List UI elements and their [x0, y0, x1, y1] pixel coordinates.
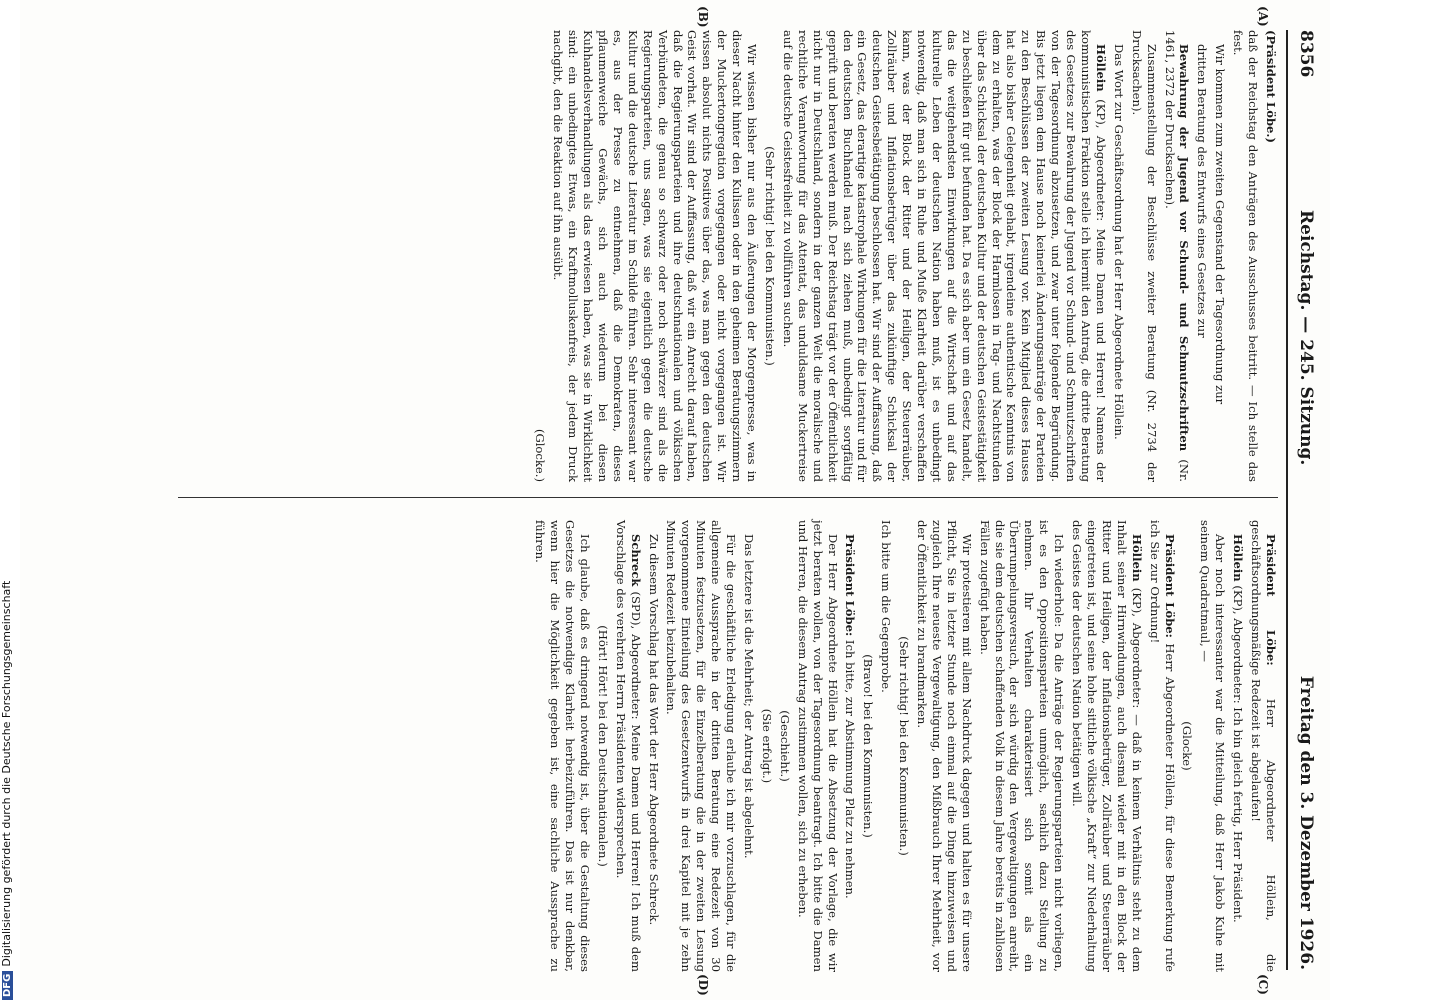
paragraph-text: Das letztere ist die Mehrheit; der Antrag ist abgelehnt. — [742, 534, 756, 859]
paragraph — [646, 520, 661, 972]
paragraph — [777, 520, 792, 972]
paragraph-text: Ich bitte, zur Abstimmung Platz zu nehmen. — [843, 639, 858, 899]
paragraph — [860, 520, 875, 972]
paragraph — [533, 30, 548, 482]
paragraph — [595, 520, 610, 972]
paragraph-text: Ich wiederhole: Da die Anträge der Regierungsparteien nicht vorliegen, ist es den Oppositionsparteien unmöglich, sachlich dazu Stellung zu nehmen. Ihr Verhalten charakterisiert sich somit als ein Überrumpelungsversuch, der sich würdig den Vergewaltigungen anreiht, die sie dem deutschen schaffenden Volk in diesem Jahre bereits in zahllosen Fällen zugefügt haben. — [977, 520, 1067, 972]
paragraph — [780, 30, 1108, 482]
paragraph — [878, 520, 893, 972]
paragraph — [759, 520, 774, 972]
column-divider — [178, 497, 1278, 498]
header-session: Reichstag. — 245. Sitzung. — [1296, 210, 1316, 466]
speaker-name: Präsident Löbe: — [843, 534, 858, 637]
paragraph-text: Herr Abgeordneter Höllein, für diese Bemerkung rufe ich Sie zur Ordnung! — [1147, 520, 1177, 972]
paragraph — [1147, 520, 1177, 972]
paragraph-text: (Glocke) — [1180, 721, 1195, 771]
paragraph — [1069, 520, 1144, 972]
digitization-credit — [0, 0, 16, 1000]
paragraph-text: (SPD), Abgeordneter: Meine Damen und Herren! Ich muß dem Vorschlage des verehrten Herrn Präsidenten widersprechen. — [613, 520, 643, 973]
paragraph-text: daß der Reichstag den Anträgen des Ausschusses beitritt. — Ich stelle das fest. — [1231, 30, 1261, 482]
paragraph — [1111, 30, 1126, 482]
paragraph-text: Ich glaube, daß es dringend notwendig ist, über die Gestaltung dieses Gesetzes die notwendige Klarheit herbeizuführen. Das ist nur denkbar, wenn hier die Möglichkeit gegeben ist, eine sachliche Aussprache zu führen. — [533, 520, 592, 972]
speaker-name: Höllein — [1231, 534, 1246, 582]
paragraph — [1230, 520, 1245, 972]
dfg-logo: DFG — [2, 971, 13, 1000]
speaker-name: Höllein — [1129, 534, 1144, 582]
paragraph — [843, 520, 858, 972]
paragraph — [1263, 30, 1278, 482]
paragraph — [550, 30, 759, 482]
margin-mark-d: (D) — [696, 974, 710, 996]
paragraph-text: Zusammenstellung der Beschlüsse zweiter Beratung (Nr. 2734 der Drucksachen). — [1129, 30, 1159, 482]
paragraph — [795, 520, 840, 972]
paragraph-text: Wir wissen bisher nur aus den Äußerungen der Morgenpresse, was in dieser Nacht hinter den Kulissen oder in den geheimen Beratungszimmern der Muckertongregation vorgegangen oder nicht vorgegangen ist. Wir wissen absolut nichts Positives über das, was man gegen den deutschen Geist vorhat. Wir sind der Auffassung, daß wir ein Anrecht darauf haben, daß die Regierungsparteien und ihre deutschnationalen und völkischen Verbündeten, die genau so schwarz oder noch schwärzer sind als die Regierungsparteien, uns sagen, was sie eigentlich gegen die deutsche Kultur und die deutsche Literatur im Schilde führen. Sehr interessant war es, aus der Presse zu entnehmen, daß die Demokraten, dieses pflaumenweiche Gewächs, sich auch wiederum bei diesen Kuhhandelsverhandlungen als das erwiesen haben, was sie in Wirklichkeit sind: ein unbedingtes Etwas, ein Kraftmolluskenfreis, der jedem Druck nachgibt, den die Reaktion auf ihn ausübt. — [551, 30, 760, 482]
paragraph — [741, 520, 756, 972]
margin-mark-a: (A) — [1256, 6, 1270, 27]
paragraph — [1180, 520, 1195, 972]
speaker-name: Höllein — [1093, 44, 1108, 92]
speaker-name: Präsident Löbe: — [1264, 534, 1278, 666]
left-text-column — [530, 30, 1279, 482]
paragraph — [613, 520, 643, 972]
paragraph — [896, 520, 911, 972]
paragraph — [1194, 30, 1209, 482]
paragraph-text: (Hört! Hört! bei den Deutschnationalen.) — [595, 625, 610, 867]
speaker-name: (Präsident Löbe.) — [1264, 30, 1278, 143]
paragraph — [664, 520, 739, 972]
paragraph-text: (Nr. 1461, 2372 der Drucksachen). — [1162, 30, 1192, 482]
paragraph — [1162, 30, 1192, 482]
margin-mark-c: (C) — [1256, 974, 1270, 995]
paragraph-text: (KP), Abgeordneter: Ich bin gleich fertig, Herr Präsident. — [1231, 585, 1246, 923]
paragraph — [532, 520, 592, 972]
rotated-document-page — [20, 0, 1330, 1000]
paragraph-text: Wir kommen zum zweiten Gegenstand der Tagesordnung zur — [1213, 44, 1228, 405]
header-date: Freitag den 3. Dezember 1926. — [1296, 675, 1316, 970]
paragraph-text: Herr Abgeordneter Höllein, die geschäftsordnungsmäßige Redezeit ist abgelaufen! — [1249, 520, 1278, 972]
paragraph-text: (Sehr richtig! bei den Kommunisten.) — [897, 636, 912, 856]
paragraph — [762, 30, 777, 482]
speaker-name: Schreck — [628, 534, 643, 587]
paragraph-text: (Sehr richtig! bei den Kommunisten.) — [763, 146, 777, 366]
page-number: 8356 — [1296, 30, 1316, 78]
paragraph-text: Ich bitte um die Gegenprobe. — [879, 520, 894, 693]
speaker-name: Präsident Löbe: — [1162, 534, 1177, 638]
margin-mark-b: (B) — [696, 6, 710, 28]
paragraph — [914, 520, 974, 972]
paragraph-text: Aber noch interessanter war die Mitteilung, daß Herr Jakob Kuhe mit seinem Quadratmaul, — — [1198, 520, 1228, 972]
paragraph-text: Zu diesem Vorschlag hat das Wort der Herr Abgeordnete Schreck. — [646, 534, 661, 926]
paragraph-text: (Glocke.) — [533, 428, 548, 482]
page-header — [1294, 30, 1316, 970]
paragraph — [1248, 520, 1278, 972]
paragraph-text: (Bravo! bei den Kommunisten.) — [861, 654, 876, 838]
paragraph-text: Der Herr Abgeordnete Höllein hat die Absetzung der Vorlage, die wir jetzt beraten wollen, von der Tagesordnung beantragt. Ich bitte die Damen und Herren, die diesem Antrag zustimmen wollen, sich zu erheben. — [795, 520, 840, 972]
paragraph-text: (Sie erfolgt.) — [759, 708, 774, 784]
header-rule — [1286, 30, 1288, 970]
paragraph-text: Das Wort zur Geschäftsordnung hat der Herr Abgeordnete Höllein. — [1111, 44, 1126, 440]
paragraph-text: (KP), Abgeordneter: Meine Damen und Herren! Namens der kommunistischen Fraktion stelle ich hiermit den Antrag, die dritte Beratung des Gesetzes zur Bewahrung der Jugend vor Schund- und Schmutzschriften von der Tagesordnung abzusetzen, und zwar unter folgender Begründung. Bis jetzt liegen dem Hause noch keinerlei Änderungsanträge der Parteien zu den Beschlüssen der zweiten Lesung vor. Kein Mitglied dieses Hauses hat also bisher Gelegenheit gehabt, irgendeine authentische Kenntnis von dem zu erhalten, was der Block der Harmlosen in Tag- und Nachtstunden über das Schicksal der deutschen Kultur und der deutschen Geistestätigkeit zu beschließen für gut befunden hat. Da es sich aber um ein Gesetz handelt, das die weitgehendsten Einwirkungen auf die Wirtschaft und auf das kulturelle Leben der deutschen Nation haben muß, ist es unbedingt notwendig, daß man sich in Ruhe und Muße Klarheit darüber verschaffen kann, was der Block der Ritter und der Heiligen, der Steuerräuber, Zollräuber und Inflationsbetrüger über das zukünftige Schicksal der deutschen Geistesbetätigung beschlossen hat. Wir sind der Auffassung, daß ein Gesetz, das derartige katastrophale Wirkungen für die Literatur und für den deutschen Buchhandel nach sich ziehen muß, unbedingt sorgfältig geprüft und beraten werden muß. Der Reichstag trägt vor der Öffentlichkeit nicht nur in Deutschland, sondern in der ganzen Welt die moralische und rechtliche Verantwortung für das Attentat, das unduldsame Muckertreise auf die deutsche Geistesfreiheit zu vollführen suchen. — [780, 30, 1108, 482]
credit-text: Digitalisierung gefördert durch die Deutsche Forschungsgemeinschaft — [0, 580, 13, 967]
right-text-column — [529, 520, 1278, 972]
paragraph-text: Für die geschäftliche Erledigung erlaube ich mir vorzuschlagen, für die allgemeine Aussprache in der dritten Beratung eine Redezeit von 30 Minuten festzusetzen, für die Einzelberatung die in der zweiten Lesung vorgenommene Einteilung des Gesetzentwurfs in drei Kapitel mit je zehn Minuten Redezeit beizubehalten. — [664, 520, 739, 972]
paragraph-text: (Geschieht.) — [777, 710, 792, 782]
paragraph-text: (KP), Abgeordneter: — daß in keinem Verhältnis steht zu dem Inhalt seiner Hirnwindungen, auch diesmal wieder mit in den Block der Ritter und Heiligen, der Inflationsbetrüger, Zollräuber und Steuerräuber eingetreten ist, und seine hohe sittliche völkische „Kraft“ zur Niederhaltung des Geistes der deutschen Nation betätigen will. — [1070, 520, 1144, 972]
paragraph-text: dritten Beratung des Entwurfs eines Gesetzes zur — [1195, 44, 1210, 338]
paragraph — [1197, 520, 1227, 972]
paragraph — [1212, 30, 1227, 482]
paragraph — [977, 520, 1066, 972]
paragraph — [1230, 30, 1260, 482]
paragraph-text: Wir protestieren mit allem Nachdruck dagegen und halten es für unsere Pflicht, Sie in letzter Stunde noch einmal auf die Dinge hinzuweisen und zugleich Ihre neueste Vergewaltigung, den Mißbrauch Ihrer Mehrheit, vor der Öffentlichkeit zu brandmarken. — [915, 520, 974, 972]
speaker-name: Bewahrung der Jugend vor Schund- und Schmutzschriften — [1177, 44, 1192, 452]
paragraph — [1129, 30, 1159, 482]
